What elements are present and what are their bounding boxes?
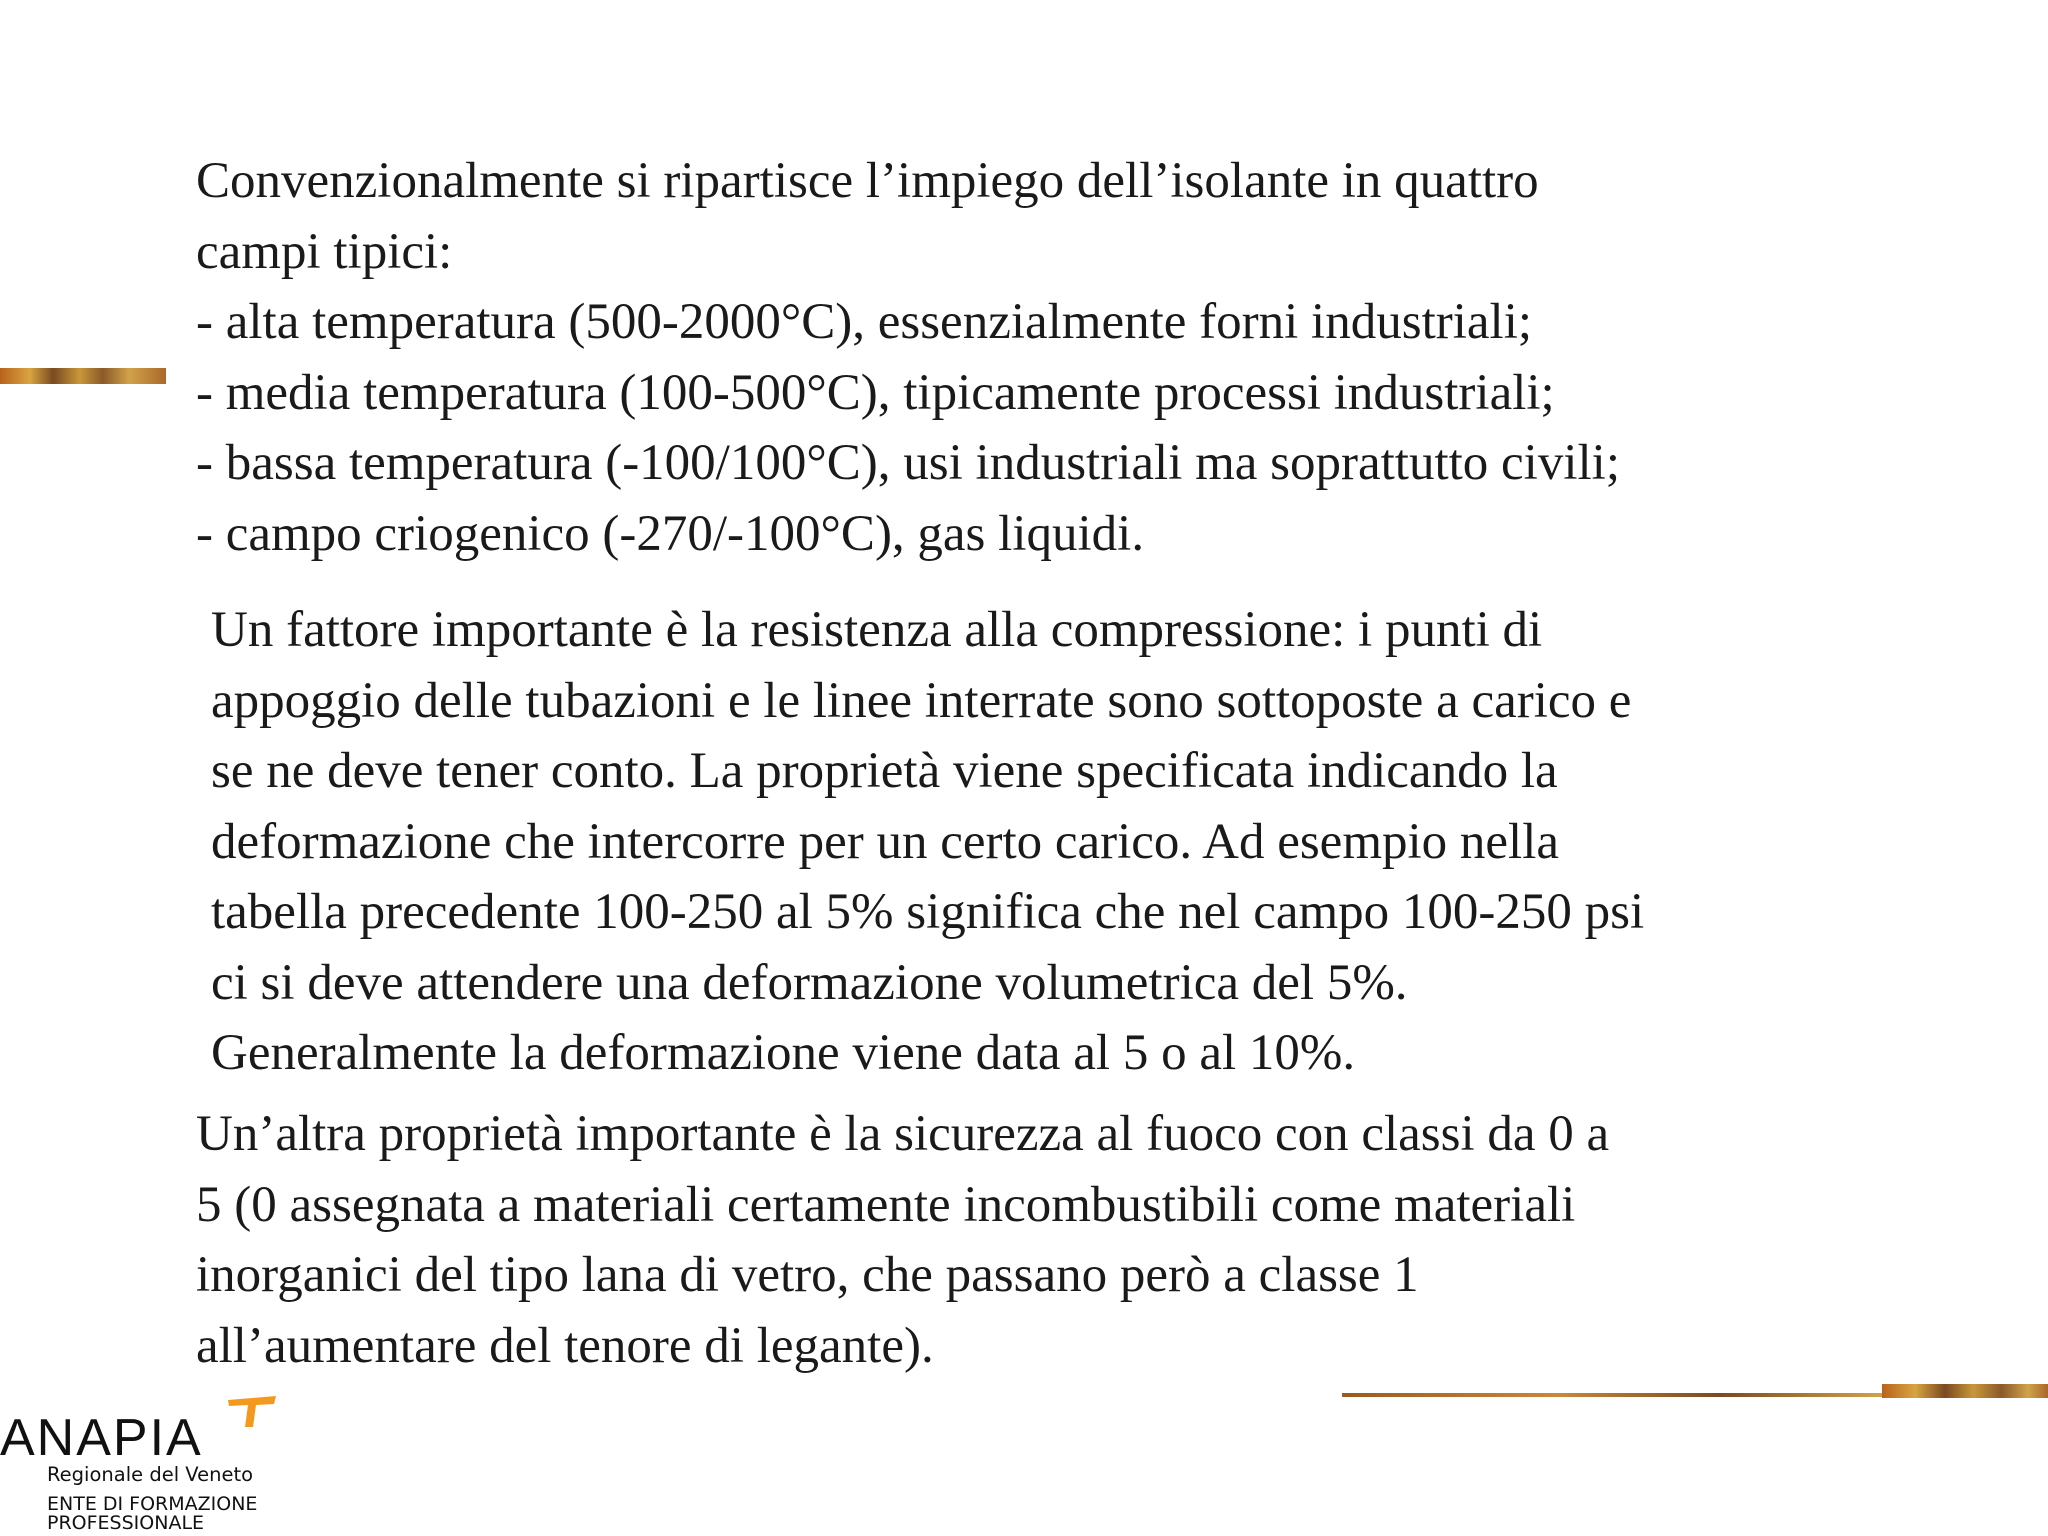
text-line: se ne deve tener conto. La proprietà viene specificata indicando la	[211, 743, 1558, 799]
decorative-line-right	[1342, 1393, 1882, 1397]
logo-ente-line: PROFESSIONALE	[47, 1512, 205, 1534]
text-line: all’aumentare del tenore di legante).	[196, 1317, 934, 1374]
text-line: 5 (0 assegnata a materiali certamente incombustibili come materiali	[196, 1176, 1576, 1233]
anapia-logo	[0, 1394, 300, 1536]
logo-ente	[47, 1495, 257, 1533]
logo-subtitle: Regionale del Veneto	[47, 1463, 254, 1486]
text-line: Un’altra proprietà importante è la sicurezza al fuoco con classi da 0 a	[196, 1106, 1610, 1162]
paragraph-compression-resistance	[211, 595, 1644, 1089]
logo-accent-icon	[226, 1394, 278, 1428]
paragraph-insulation-ranges	[196, 146, 1620, 569]
list-item: - campo criogenico (-270/-100°C), gas liquidi.	[196, 505, 1145, 562]
list-item: - alta temperatura (500-2000°C), essenzialmente forni industriali;	[196, 294, 1533, 350]
text-line: Un fattore importante è la resistenza alla compressione: i punti di	[211, 602, 1543, 658]
decorative-bar-left	[0, 368, 166, 384]
text-line: Convenzionalmente si ripartisce l’impiego dell’isolante in quattro	[196, 153, 1539, 209]
text-line: deformazione che intercorre per un certo carico. Ad esempio nella	[211, 813, 1560, 870]
text-line: ci si deve attendere una deformazione volumetrica del 5%.	[211, 954, 1408, 1011]
text-line: Generalmente la deformazione viene data al 5 o al 10%.	[211, 1025, 1356, 1081]
text-line: inorganici del tipo lana di vetro, che passano però a classe 1	[196, 1247, 1419, 1303]
text-line: campi tipici:	[196, 223, 453, 280]
decorative-bar-right	[1882, 1384, 2048, 1398]
logo-name: ANAPIA	[0, 1409, 203, 1467]
logo-ente-line: ENTE DI FORMAZIONE	[47, 1493, 258, 1515]
list-item: - media temperatura (100-500°C), tipicamente processi industriali;	[196, 364, 1555, 421]
text-line: appoggio delle tubazioni e le linee interrate sono sottoposte a carico e	[211, 672, 1632, 729]
text-line: tabella precedente 100-250 al 5% significa che nel campo 100-250 psi	[211, 884, 1645, 940]
paragraph-fire-safety	[196, 1099, 1609, 1381]
list-item: - bassa temperatura (-100/100°C), usi industriali ma soprattutto civili;	[196, 435, 1621, 491]
